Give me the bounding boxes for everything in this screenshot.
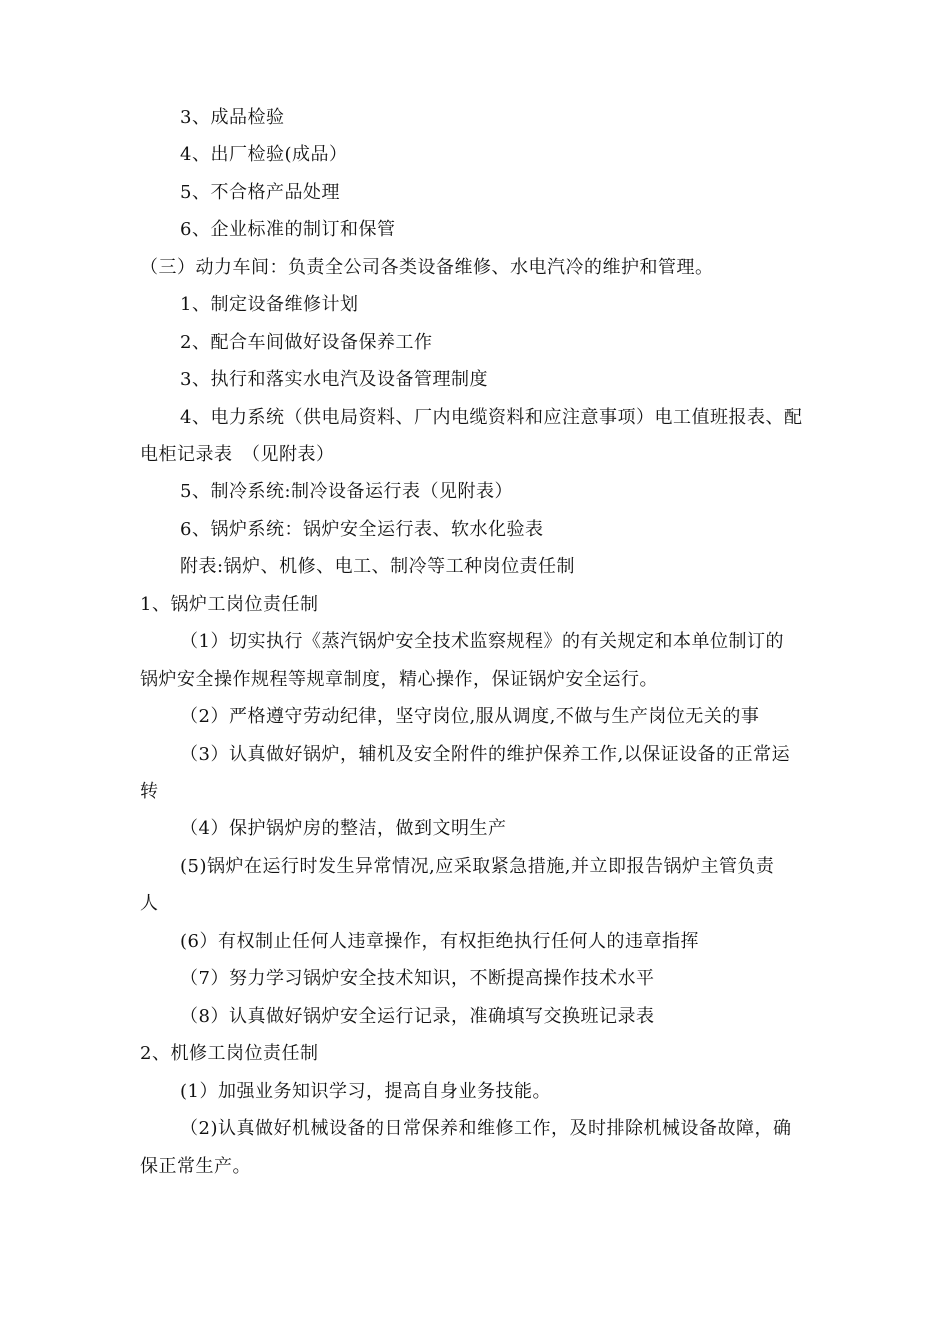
text-line: （8）认真做好锅炉安全运行记录，准确填写交换班记录表 xyxy=(180,1006,655,1027)
text-line: 锅炉安全操作规程等规章制度，精心操作，保证锅炉安全运行。 xyxy=(140,669,658,690)
text-line: （4）保护锅炉房的整洁，做到文明生产 xyxy=(180,818,507,839)
text-line: 3、执行和落实水电汽及设备管理制度 xyxy=(180,369,488,390)
text-line: 5、不合格产品处理 xyxy=(180,182,340,203)
text-line: (1）加强业务知识学习，提高自身业务技能。 xyxy=(180,1081,551,1102)
section-heading: （三）动力车间：负责全公司各类设备维修、水电汽冷的维护和管理。 xyxy=(140,257,714,278)
text-line: （1）切实执行《蒸汽锅炉安全技术监察规程》的有关规定和本单位制订的 xyxy=(180,631,784,652)
text-line: 电柜记录表 （见附表） xyxy=(140,444,335,465)
sub-heading: 1、锅炉工岗位责任制 xyxy=(140,594,319,615)
text-line: （2）严格遵守劳动纪律，坚守岗位,服从调度,不做与生产岗位无关的事 xyxy=(180,706,760,727)
text-line: (6）有权制止任何人违章操作，有权拒绝执行任何人的违章指挥 xyxy=(180,931,699,952)
text-line: 4、出厂检验(成品） xyxy=(180,144,348,165)
text-line: 转 xyxy=(140,781,159,802)
text-line: 3、成品检验 xyxy=(180,107,285,128)
text-line: （7）努力学习锅炉安全技术知识，不断提高操作技术水平 xyxy=(180,968,655,989)
text-line: 1、制定设备维修计划 xyxy=(180,294,359,315)
text-line: 附表:锅炉、机修、电工、制冷等工种岗位责任制 xyxy=(180,556,576,577)
text-line: 6、企业标准的制订和保管 xyxy=(180,219,396,240)
text-line: （3）认真做好锅炉，辅机及安全附件的维护保养工作,以保证设备的正常运 xyxy=(180,744,791,765)
text-line: 5、制冷系统:制冷设备运行表（见附表） xyxy=(180,481,514,502)
text-line: （2)认真做好机械设备的日常保养和维修工作，及时排除机械设备故障，确 xyxy=(180,1118,792,1139)
text-line: 保正常生产。 xyxy=(140,1156,251,1177)
text-line: 4、电力系统（供电局资料、厂内电缆资料和应注意事项）电工值班报表、配 xyxy=(180,407,803,428)
text-line: 人 xyxy=(140,893,159,914)
text-line: 2、配合车间做好设备保养工作 xyxy=(180,332,433,353)
text-line: (5)锅炉在运行时发生异常情况,应采取紧急措施,并立即报告锅炉主管负责 xyxy=(180,856,775,877)
text-line: 6、锅炉系统：锅炉安全运行表、软水化验表 xyxy=(180,519,544,540)
sub-heading: 2、机修工岗位责任制 xyxy=(140,1043,319,1064)
